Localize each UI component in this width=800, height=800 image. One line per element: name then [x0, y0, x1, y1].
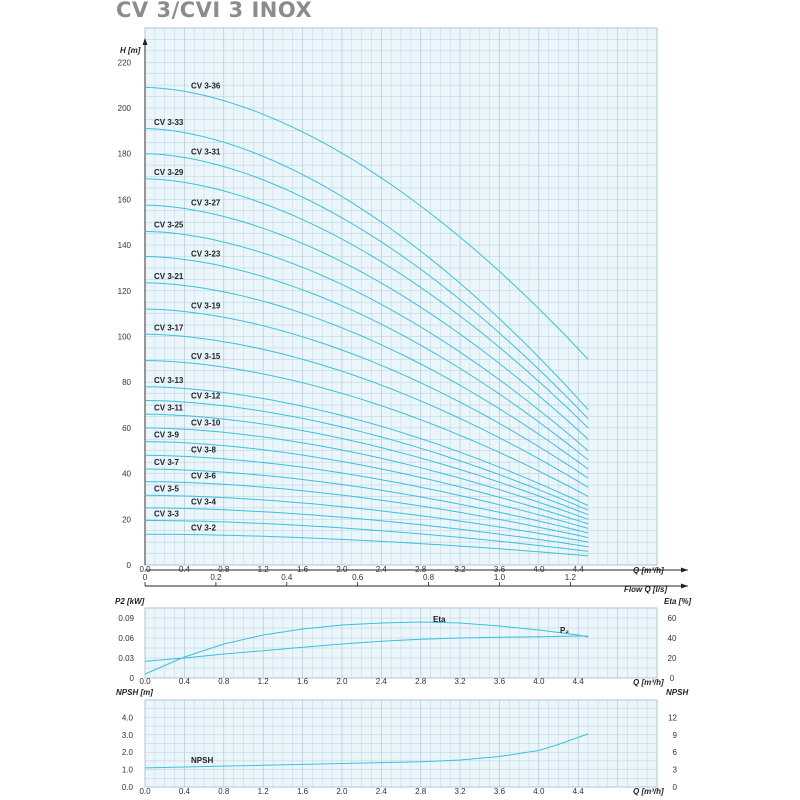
npsh-y-axis-label: NPSH [m] [116, 688, 153, 697]
head-y-tick-label: 140 [117, 241, 131, 251]
p2-curve-label: P₂ [560, 626, 569, 635]
power-x-tick-label: 2.0 [336, 677, 348, 686]
curve-label: CV 3-10 [191, 418, 221, 428]
curve-label: CV 3-15 [191, 352, 221, 362]
curve-label: CV 3-6 [191, 471, 216, 481]
curve-label: CV 3-4 [191, 497, 216, 507]
npsh-curve-label: NPSH [191, 756, 214, 765]
npsh-right-tick-label: 9 [672, 730, 677, 740]
flow-x-tick-label: 1.2 [564, 573, 576, 582]
npsh-y-tick-label: 4.0 [121, 713, 133, 723]
head-y-tick-label: 120 [117, 286, 131, 296]
npsh-right-tick-label: 0 [672, 783, 677, 792]
head-y-tick-label: 180 [117, 149, 131, 159]
curve-label: CV 3-11 [154, 403, 183, 413]
head-y-tick-label: 20 [122, 515, 131, 525]
flow-x-tick-label: 1.0 [493, 573, 506, 582]
power-x-tick-label: 2.8 [415, 677, 427, 686]
flow-x-tick-label: 0.6 [352, 573, 364, 582]
head-x-tick-label: 4.4 [572, 565, 584, 574]
npsh-right-axis-label: NPSH [666, 688, 689, 697]
npsh-x-tick-label: 1.2 [257, 787, 269, 796]
npsh-x-tick-label: 3.6 [493, 787, 506, 796]
curve-label: CV 3-25 [154, 220, 184, 230]
head-x-tick-label: 2.4 [375, 565, 387, 574]
head-y-tick-label: 200 [117, 103, 131, 113]
npsh-x-tick-label: 4.4 [572, 787, 584, 796]
head-x-axis-label: Q [m³/h] [633, 566, 664, 575]
npsh-x-tick-label: 2.0 [336, 787, 348, 796]
head-x-tick-label: 0.0 [139, 565, 151, 574]
power-y-tick-label: 0.06 [118, 634, 134, 643]
power-x-tick-label: 1.6 [296, 677, 309, 686]
head-y-axis-label: H [m] [120, 46, 141, 55]
power-x-tick-label: 0.8 [218, 677, 230, 686]
npsh-y-tick-label: 3.0 [121, 730, 133, 740]
eta-y-axis-label: Eta [%] [664, 597, 692, 606]
head-y-tick-label: 220 [117, 58, 131, 68]
curve-label: CV 3-13 [154, 375, 184, 385]
head-y-tick-label: 0 [126, 561, 131, 570]
head-x-tick-label: 1.2 [257, 565, 269, 574]
eta-y-tick-label: 0 [669, 674, 675, 683]
chart-title: CV 3/CVI 3 INOX [116, 0, 313, 22]
head-x-tick-label: 0.8 [218, 565, 230, 574]
curve-label: CV 3-2 [191, 523, 216, 533]
eta-y-tick-label: 20 [667, 654, 677, 663]
npsh-right-tick-label: 3 [672, 765, 677, 775]
curve-label: CV 3-3 [154, 509, 179, 519]
head-y-tick-label: 60 [122, 423, 131, 433]
curve-label: CV 3-27 [191, 198, 221, 208]
head-y-tick-label: 160 [117, 195, 131, 205]
head-y-tick-label: 100 [117, 332, 131, 342]
npsh-x-tick-label: 0.4 [178, 787, 190, 796]
curve-label: CV 3-31 [191, 147, 221, 157]
power-y-tick-label: 0.09 [118, 614, 134, 623]
eta-y-tick-label: 60 [667, 614, 677, 623]
power-y-tick-label: 0.03 [118, 654, 134, 663]
head-x-tick-label: 3.6 [493, 565, 506, 574]
power-x-tick-label: 2.4 [375, 677, 387, 686]
npsh-right-tick-label: 6 [672, 748, 677, 758]
eta-y-tick-label: 40 [667, 634, 677, 643]
power-x-axis-label: Q [m³/h] [633, 678, 664, 687]
npsh-y-tick-label: 1.0 [121, 765, 133, 775]
power-x-tick-label: 3.6 [493, 677, 506, 686]
flow-x-tick-label: 0 [142, 573, 148, 582]
head-x-tick-label: 0.4 [178, 565, 190, 574]
eta-curve-label: Eta [433, 615, 446, 624]
power-y-tick-label: 0 [129, 674, 134, 683]
curve-label: CV 3-5 [154, 484, 179, 494]
npsh-x-tick-label: 0.0 [139, 787, 151, 796]
head-x-tick-label: 3.2 [454, 565, 466, 574]
power-x-tick-label: 4.4 [572, 677, 584, 686]
head-y-tick-label: 80 [122, 378, 131, 388]
curve-label: CV 3-17 [154, 323, 184, 333]
npsh-x-tick-label: 0.8 [218, 787, 230, 796]
curve-label: CV 3-9 [154, 430, 179, 440]
head-y-tick-label: 40 [122, 469, 131, 479]
head-x-tick-label: 2.8 [415, 565, 427, 574]
power-x-tick-label: 0.0 [139, 677, 151, 686]
npsh-x-tick-label: 2.4 [375, 787, 387, 796]
curve-label: CV 3-21 [154, 271, 184, 281]
power-x-tick-label: 3.2 [454, 677, 466, 686]
flow-axis-label: Flow Q [l/s] [624, 585, 668, 594]
flow-x-tick-label: 0.2 [210, 573, 222, 582]
curve-label: CV 3-7 [154, 458, 179, 468]
curve-label: CV 3-29 [154, 168, 184, 178]
curve-label: CV 3-19 [191, 301, 221, 311]
head-x-axis-arrow [681, 568, 688, 573]
curve-label: CV 3-8 [191, 445, 216, 455]
npsh-x-tick-label: 3.2 [454, 787, 466, 796]
power-y-axis-label: P2 [kW] [115, 597, 145, 606]
flow-x-tick-label: 0.8 [423, 573, 435, 582]
curve-label: CV 3-36 [191, 81, 221, 91]
flow-x-axis-arrow [681, 584, 688, 589]
head-x-tick-label: 4.0 [533, 565, 545, 574]
power-x-tick-label: 0.4 [178, 677, 190, 686]
npsh-y-tick-label: 2.0 [121, 748, 133, 758]
head-x-tick-label: 1.6 [296, 565, 309, 574]
npsh-x-tick-label: 2.8 [415, 787, 427, 796]
curve-label: CV 3-33 [154, 117, 184, 127]
curve-label: CV 3-23 [191, 249, 221, 259]
npsh-y-tick-label: 0.0 [121, 783, 133, 792]
head-x-tick-label: 2.0 [336, 565, 348, 574]
npsh-right-tick-label: 12 [668, 713, 677, 723]
npsh-x-tick-label: 1.6 [296, 787, 309, 796]
curve-label: CV 3-12 [191, 391, 221, 401]
power-x-tick-label: 4.0 [533, 677, 545, 686]
npsh-x-axis-label: Q [m³/h] [633, 787, 664, 796]
npsh-x-tick-label: 4.0 [533, 787, 545, 796]
power-x-tick-label: 1.2 [257, 677, 269, 686]
flow-x-tick-label: 0.4 [281, 573, 293, 582]
